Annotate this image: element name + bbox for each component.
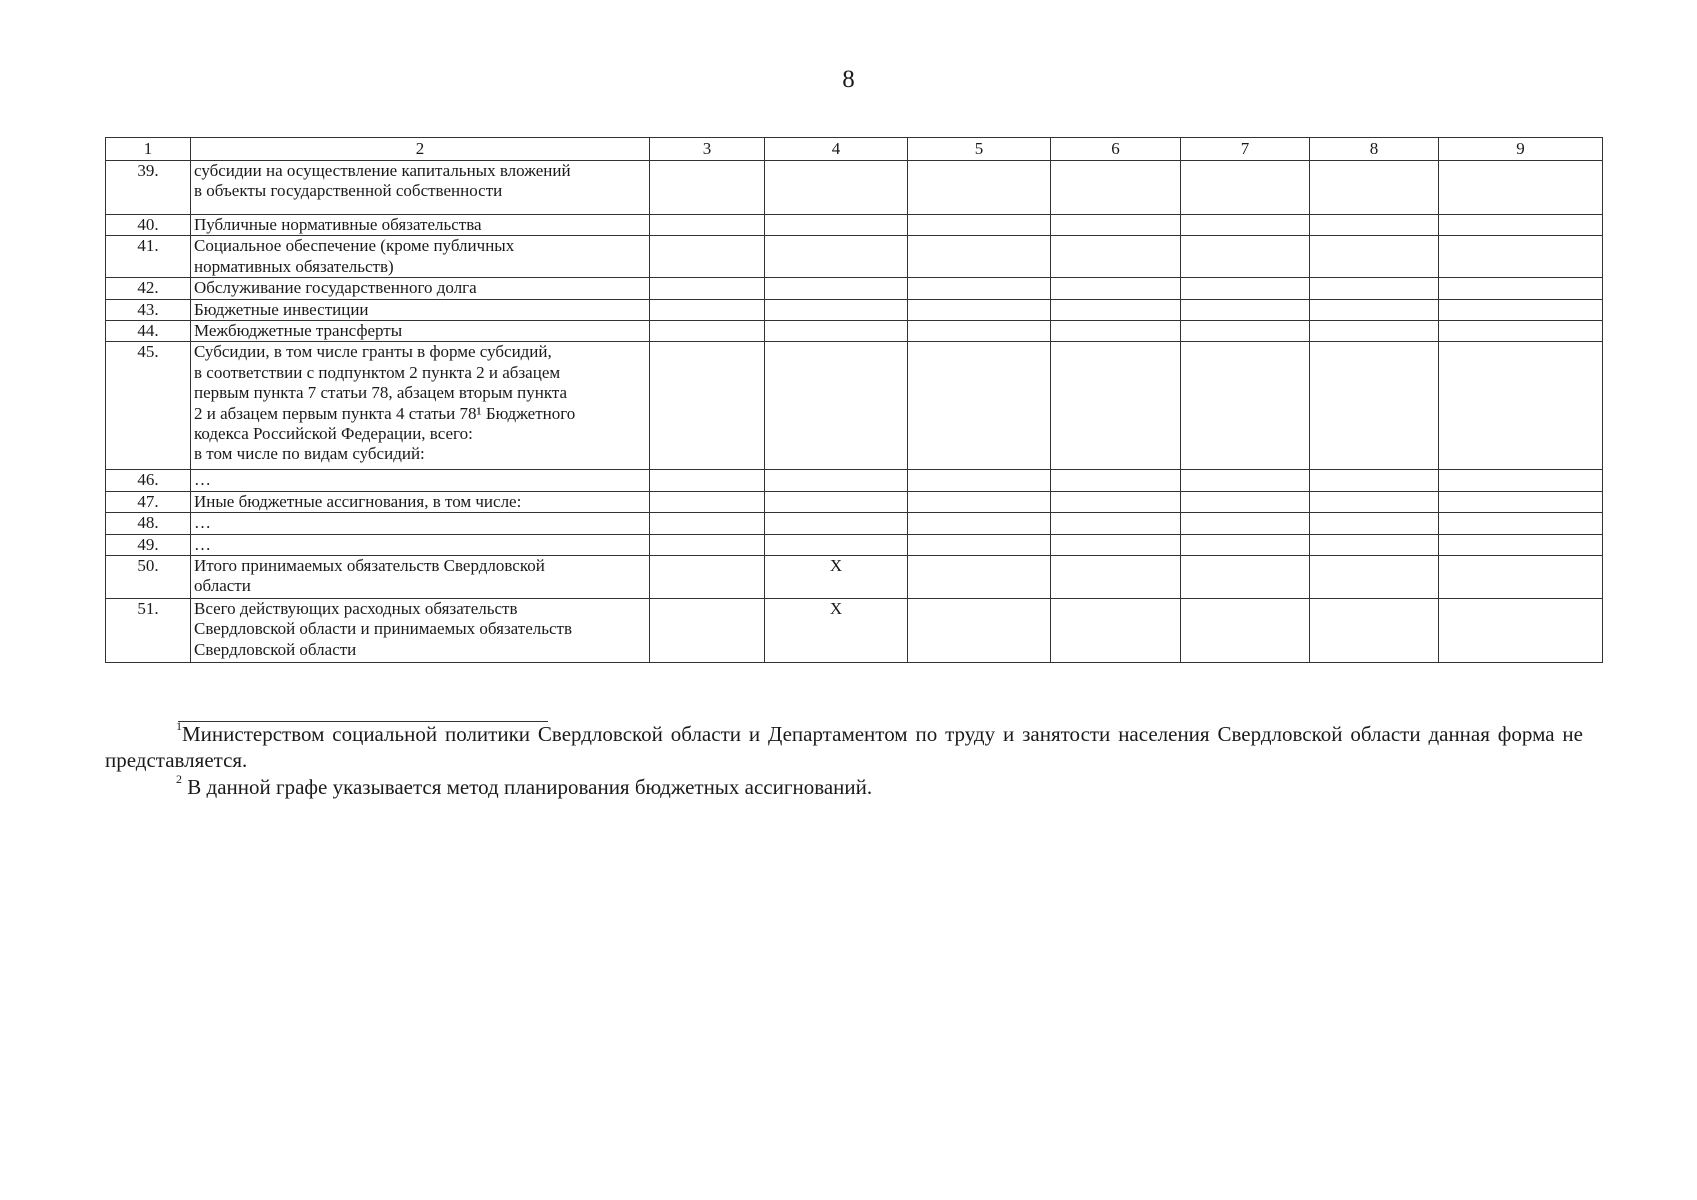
table-row	[106, 598, 1603, 662]
row-name	[191, 513, 650, 534]
row-number: 50.	[106, 555, 191, 598]
table-cell	[1181, 161, 1310, 215]
table-cell	[1439, 534, 1603, 555]
footnote-2-text: В данной графе указывается метод планирования бюджетных ассигнований.	[187, 774, 873, 799]
row-name	[191, 278, 650, 299]
table-cell	[908, 513, 1051, 534]
table-cell	[765, 215, 908, 236]
table-cell	[765, 236, 908, 278]
table-cell	[908, 491, 1051, 512]
table-cell	[1181, 555, 1310, 598]
table-cell	[1439, 236, 1603, 278]
footnote-1-mark: 1	[176, 719, 182, 733]
row-name	[191, 534, 650, 555]
column-header: 9	[1439, 138, 1603, 161]
row-number: 51.	[106, 598, 191, 662]
column-header: 1	[106, 138, 191, 161]
row-name-line: Всего действующих расходных обязательств	[194, 598, 518, 618]
table-row	[106, 342, 1603, 470]
table-cell	[765, 513, 908, 534]
table-cell	[908, 278, 1051, 299]
table-cell	[1310, 491, 1439, 512]
table-cell	[908, 299, 1051, 320]
footnote-1	[105, 721, 1583, 774]
table-cell	[1439, 161, 1603, 215]
row-name-line: Свердловской области и принимаемых обязательств	[194, 619, 572, 639]
table-cell	[1181, 598, 1310, 662]
table-cell	[1051, 161, 1181, 215]
table-cell	[908, 470, 1051, 491]
table-cell	[1181, 491, 1310, 512]
table-cell	[1439, 491, 1603, 512]
obligations-table	[105, 137, 1603, 663]
footnotes	[105, 721, 1583, 800]
row-number: 40.	[106, 215, 191, 236]
column-header: 6	[1051, 138, 1181, 161]
row-name-line: субсидии на осуществление капитальных вложений	[194, 161, 571, 180]
table-cell	[908, 236, 1051, 278]
row-name-line: в соответствии с подпунктом 2 пункта 2 и абзацем	[194, 362, 561, 382]
table-cell	[1181, 215, 1310, 236]
table-cell	[1051, 513, 1181, 534]
table-cell	[1051, 320, 1181, 341]
row-number: 43.	[106, 299, 191, 320]
table-cell	[1439, 470, 1603, 491]
table-cell	[765, 342, 908, 470]
table-cell	[1181, 470, 1310, 491]
table-cell	[1051, 491, 1181, 512]
column-header: 2	[191, 138, 650, 161]
table-cell	[650, 161, 765, 215]
table-cell	[1310, 236, 1439, 278]
row-number: 39.	[106, 161, 191, 215]
column-number-header-row	[106, 138, 1603, 161]
row-name-line: в объекты государственной собственности	[194, 181, 503, 201]
table-cell	[765, 320, 908, 341]
table-cell	[1439, 215, 1603, 236]
table-cell	[1439, 513, 1603, 534]
table-cell: X	[765, 555, 908, 598]
table-cell	[765, 491, 908, 512]
table-cell	[1310, 598, 1439, 662]
row-name	[191, 161, 650, 215]
table-cell	[908, 598, 1051, 662]
table-cell	[1181, 320, 1310, 341]
table-row	[106, 236, 1603, 278]
row-number: 45.	[106, 342, 191, 470]
row-name-line: Субсидии, в том числе гранты в форме субсидий,	[194, 342, 552, 362]
table-cell	[1439, 320, 1603, 341]
row-name	[191, 342, 650, 470]
table-cell	[1310, 161, 1439, 215]
row-name-line: …	[194, 534, 211, 554]
table-cell	[1051, 470, 1181, 491]
row-name	[191, 555, 650, 598]
row-name-line: нормативных обязательств)	[194, 256, 394, 276]
table-cell	[1439, 598, 1603, 662]
row-number: 42.	[106, 278, 191, 299]
table-cell	[1310, 278, 1439, 299]
column-header: 3	[650, 138, 765, 161]
table-cell	[650, 299, 765, 320]
table-cell	[1310, 470, 1439, 491]
row-name-line: Итого принимаемых обязательств Свердловской	[194, 555, 545, 575]
table-cell	[765, 534, 908, 555]
table-cell	[650, 236, 765, 278]
row-name	[191, 299, 650, 320]
table-row	[106, 320, 1603, 341]
table-row	[106, 491, 1603, 512]
footnote-1-text: Министерством социальной политики Свердловской области и Департаментом по труду и занятости населения Свердловской области данная форма не представляется.	[105, 722, 1583, 773]
table-cell	[765, 470, 908, 491]
table-cell	[908, 320, 1051, 341]
table-cell	[650, 470, 765, 491]
table-cell	[650, 555, 765, 598]
table-cell	[1181, 236, 1310, 278]
table-cell	[1439, 342, 1603, 470]
row-number: 49.	[106, 534, 191, 555]
table-cell	[908, 534, 1051, 555]
row-name	[191, 215, 650, 236]
page-number: 8	[842, 66, 855, 93]
row-name-line: Бюджетные инвестиции	[194, 299, 369, 319]
table-cell	[1310, 320, 1439, 341]
table-cell	[1181, 278, 1310, 299]
row-name	[191, 320, 650, 341]
table-cell	[650, 534, 765, 555]
table-cell	[1051, 342, 1181, 470]
table-cell	[1310, 555, 1439, 598]
table-cell	[908, 215, 1051, 236]
footnote-2-mark: 2	[176, 771, 182, 786]
table-row	[106, 513, 1603, 534]
table-cell	[1051, 299, 1181, 320]
row-number: 48.	[106, 513, 191, 534]
table-row	[106, 215, 1603, 236]
table-cell	[908, 555, 1051, 598]
table-cell	[1310, 534, 1439, 555]
table-row	[106, 534, 1603, 555]
table-cell	[1310, 342, 1439, 470]
row-name	[191, 470, 650, 491]
table-row	[106, 278, 1603, 299]
table-row	[106, 299, 1603, 320]
row-name-line: Межбюджетные трансферты	[194, 320, 403, 340]
row-name-line: первым пункта 7 статьи 78, абзацем вторым пункта	[194, 383, 568, 403]
column-header: 4	[765, 138, 908, 161]
footnote-2	[105, 771, 1583, 800]
table-row	[106, 161, 1603, 215]
table-row	[106, 555, 1603, 598]
row-name-line: …	[194, 470, 211, 490]
table-cell	[1181, 534, 1310, 555]
table-cell	[908, 161, 1051, 215]
table-cell	[1439, 555, 1603, 598]
row-name-line: области	[194, 576, 251, 596]
row-name-line: Публичные нормативные обязательства	[194, 215, 482, 234]
table-cell	[650, 320, 765, 341]
row-name-line: Социальное обеспечение (кроме публичных	[194, 236, 515, 256]
table-cell	[1439, 299, 1603, 320]
table-row	[106, 470, 1603, 491]
table-cell	[1310, 299, 1439, 320]
row-name-line: …	[194, 513, 211, 533]
table-cell	[765, 278, 908, 299]
row-name-line: кодекса Российской Федерации, всего:	[194, 423, 473, 443]
row-name-line: в том числе по видам субсидий:	[194, 444, 425, 464]
row-number: 44.	[106, 320, 191, 341]
table-cell	[1439, 278, 1603, 299]
table-cell	[1051, 215, 1181, 236]
table-cell	[1310, 513, 1439, 534]
table-body	[106, 161, 1603, 663]
row-number: 47.	[106, 491, 191, 512]
table-cell	[1051, 236, 1181, 278]
row-name	[191, 491, 650, 512]
table-cell	[650, 598, 765, 662]
table-cell	[650, 513, 765, 534]
row-name-line: Иные бюджетные ассигнования, в том числе:	[194, 491, 522, 511]
table-cell	[1051, 278, 1181, 299]
table-cell	[1310, 215, 1439, 236]
row-name	[191, 236, 650, 278]
column-header: 8	[1310, 138, 1439, 161]
row-name-line: 2 и абзацем первым пункта 4 статьи 78¹ Бюджетного	[194, 403, 576, 423]
table-cell	[650, 278, 765, 299]
table-cell	[1181, 299, 1310, 320]
column-header: 7	[1181, 138, 1310, 161]
row-name	[191, 598, 650, 662]
table-cell: X	[765, 598, 908, 662]
table-cell	[1051, 555, 1181, 598]
table-cell	[650, 215, 765, 236]
table-cell	[1181, 513, 1310, 534]
table-cell	[650, 342, 765, 470]
row-name-line: Обслуживание государственного долга	[194, 278, 477, 298]
row-number: 46.	[106, 470, 191, 491]
table-cell	[1181, 342, 1310, 470]
table-cell	[650, 491, 765, 512]
table-cell	[908, 342, 1051, 470]
column-header: 5	[908, 138, 1051, 161]
table-cell	[765, 161, 908, 215]
row-number: 41.	[106, 236, 191, 278]
table-cell	[1051, 598, 1181, 662]
table-cell	[765, 299, 908, 320]
table-cell	[1051, 534, 1181, 555]
row-name-line: Свердловской области	[194, 639, 357, 659]
